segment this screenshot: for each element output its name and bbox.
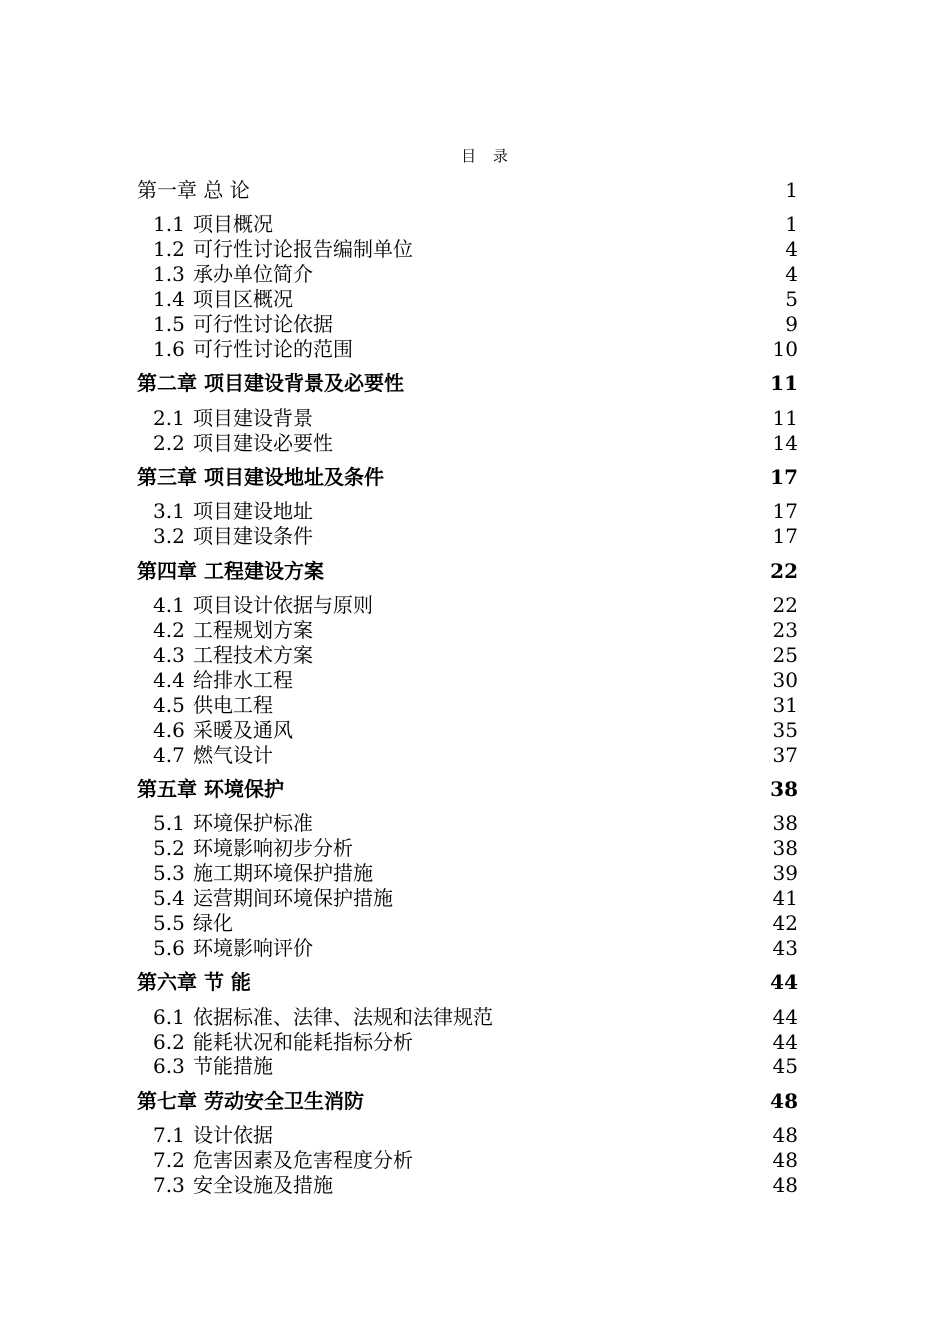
- toc-section-entry[interactable]: [0, 860, 950, 886]
- section-number: 1.1: [153, 212, 185, 237]
- page-number: 4: [785, 237, 798, 262]
- toc-entry-label: [153, 430, 333, 456]
- toc-entry-label: [153, 1172, 333, 1198]
- page-number: 9: [785, 312, 798, 336]
- page-number: 48: [772, 1123, 798, 1148]
- toc-section-entry[interactable]: [0, 405, 950, 431]
- toc-section-entry[interactable]: [0, 717, 950, 743]
- toc-entry-label: [153, 286, 293, 312]
- section-title: 项目建设背景: [193, 405, 313, 430]
- page-number: 31: [772, 692, 798, 717]
- toc-section-entry[interactable]: [0, 592, 950, 618]
- section-title: 承办单位简介: [193, 262, 313, 287]
- toc-entry-label: [153, 523, 313, 549]
- section-number: 2.2: [153, 430, 185, 455]
- toc-entry-label: [153, 1122, 273, 1148]
- toc-section-entry[interactable]: [0, 1122, 950, 1148]
- page-number: 41: [772, 886, 798, 910]
- page-number: 43: [772, 935, 798, 960]
- toc-section-entry[interactable]: [0, 910, 950, 936]
- section-number: 5.3: [153, 861, 185, 886]
- page-number: 17: [772, 499, 798, 524]
- page-number: 38: [772, 811, 798, 836]
- page-number: 5: [785, 287, 798, 312]
- section-title: 可行性讨论报告编制单位: [193, 237, 413, 262]
- toc-entry-label: [153, 311, 333, 337]
- section-title: 项目概况: [193, 212, 273, 237]
- toc-chapter-entry[interactable]: [0, 969, 950, 995]
- toc-entry-label: [153, 617, 313, 643]
- section-title: 危害因素及危害程度分析: [193, 1148, 413, 1173]
- section-number: 1.6: [153, 336, 185, 361]
- toc-section-entry[interactable]: [0, 211, 950, 237]
- page-number: 37: [772, 742, 798, 767]
- toc-chapter-entry[interactable]: [0, 776, 950, 802]
- toc-entry-label: [153, 935, 313, 961]
- section-number: 1.4: [153, 287, 185, 312]
- page-number: 4: [785, 262, 798, 287]
- section-number: 7.2: [153, 1148, 185, 1173]
- page-number: 44: [772, 1004, 798, 1029]
- toc-section-entry[interactable]: [0, 835, 950, 861]
- page-number: 25: [772, 642, 798, 667]
- toc-section-entry[interactable]: [0, 642, 950, 668]
- section-title: 项目建设条件: [193, 524, 313, 549]
- toc-section-entry[interactable]: [0, 617, 950, 643]
- page-number: 10: [772, 336, 798, 361]
- section-title: 能耗状况和能耗指标分析: [193, 1029, 413, 1054]
- page-number: 38: [770, 776, 798, 801]
- section-number: 4.2: [153, 618, 185, 642]
- toc-entry-label: 第四章 工程建设方案: [137, 558, 324, 583]
- toc-section-entry[interactable]: [0, 311, 950, 337]
- section-number: 5.6: [153, 935, 185, 960]
- section-title: 采暖及通风: [193, 717, 293, 742]
- toc-chapter-entry[interactable]: [0, 370, 950, 396]
- page-number: 1: [785, 178, 798, 202]
- section-title: 项目区概况: [193, 287, 293, 312]
- toc-entry-label: [153, 1147, 413, 1173]
- toc-entry-label: [153, 717, 293, 743]
- toc-entry-label: [153, 810, 313, 836]
- toc-entry-label: 第三章 项目建设地址及条件: [137, 465, 384, 489]
- page-number: 42: [772, 910, 798, 935]
- page-number: 1: [785, 212, 798, 237]
- section-number: 4.6: [153, 717, 185, 742]
- section-number: 5.2: [153, 836, 185, 861]
- section-title: 绿化: [193, 910, 233, 935]
- toc-entry-label: [153, 742, 273, 768]
- toc-section-entry[interactable]: [0, 1147, 950, 1173]
- toc-section-entry[interactable]: [0, 1029, 950, 1055]
- toc-entry-label: [153, 498, 313, 524]
- toc-section-entry[interactable]: [0, 336, 950, 362]
- page-number: 30: [772, 667, 798, 692]
- toc-section-entry[interactable]: [0, 1053, 950, 1079]
- toc-section-entry[interactable]: [0, 885, 950, 911]
- section-title: 施工期环境保护措施: [193, 861, 373, 886]
- section-number: 4.1: [153, 593, 185, 618]
- page-number: 17: [772, 524, 798, 549]
- toc-entry-label: [153, 692, 273, 718]
- page-number: 22: [770, 558, 798, 583]
- toc-entry-label: [153, 1004, 493, 1030]
- section-title: 可行性讨论的范围: [193, 336, 353, 361]
- toc-section-entry[interactable]: [0, 286, 950, 312]
- section-title: 依据标准、法律、法规和法律规范: [193, 1004, 493, 1029]
- section-title: 项目建设地址: [193, 499, 313, 524]
- page-number: 44: [772, 1029, 798, 1054]
- toc-section-entry[interactable]: [0, 742, 950, 768]
- section-title: 供电工程: [193, 692, 273, 717]
- section-title: 环境影响评价: [193, 935, 313, 960]
- section-number: 5.5: [153, 910, 185, 935]
- section-number: 1.2: [153, 237, 185, 262]
- toc-entry-label: [153, 236, 413, 262]
- page-number: 48: [772, 1173, 798, 1197]
- toc-entry-label: [153, 1029, 413, 1055]
- toc-entry-label: [153, 211, 273, 237]
- toc-entry-label: 第六章 节 能: [137, 970, 251, 995]
- page-number: 48: [770, 1088, 798, 1113]
- page-number: 17: [770, 465, 798, 489]
- toc-entry-label: [153, 642, 313, 668]
- toc-entry-label: [153, 261, 313, 287]
- toc-section-entry[interactable]: [0, 1004, 950, 1030]
- page-number: 11: [772, 405, 798, 430]
- page-number: 14: [772, 430, 798, 455]
- toc-entry-label: [153, 405, 313, 431]
- section-title: 燃气设计: [193, 742, 273, 767]
- section-title: 工程规划方案: [193, 618, 313, 642]
- section-title: 工程技术方案: [193, 642, 313, 667]
- section-title: 项目建设必要性: [193, 430, 333, 455]
- section-number: 1.3: [153, 262, 185, 287]
- section-number: 6.3: [153, 1054, 185, 1079]
- toc-entry-label: [153, 910, 233, 936]
- toc-entry-label: [153, 860, 373, 886]
- toc-section-entry[interactable]: [0, 236, 950, 262]
- toc-section-entry[interactable]: [0, 935, 950, 961]
- section-number: 2.1: [153, 405, 185, 430]
- section-number: 4.5: [153, 692, 185, 717]
- page-number: 44: [770, 970, 798, 995]
- toc-section-entry[interactable]: [0, 430, 950, 456]
- section-title: 节能措施: [193, 1054, 273, 1079]
- toc-entry-label: 第五章 环境保护: [137, 776, 284, 801]
- section-number: 1.5: [153, 312, 185, 336]
- page-number: 48: [772, 1148, 798, 1173]
- section-title: 环境影响初步分析: [193, 836, 353, 861]
- section-number: 5.1: [153, 811, 185, 836]
- toc-section-entry[interactable]: [0, 810, 950, 836]
- toc-entry-label: [153, 336, 353, 362]
- section-number: 6.2: [153, 1029, 185, 1054]
- toc-chapter-entry[interactable]: [0, 1088, 950, 1114]
- page-number: 38: [772, 836, 798, 861]
- section-number: 4.7: [153, 742, 185, 767]
- toc-entry-label: 第二章 项目建设背景及必要性: [137, 371, 404, 396]
- section-title: 可行性讨论依据: [193, 312, 333, 336]
- section-title: 安全设施及措施: [193, 1173, 333, 1197]
- section-title: 运营期间环境保护措施: [193, 886, 393, 910]
- toc-entry-label: [153, 835, 353, 861]
- toc-chapter-entry[interactable]: [0, 558, 950, 584]
- section-title: 项目设计依据与原则: [193, 593, 373, 618]
- page-number: 11: [770, 371, 798, 396]
- toc-entry-label: 第七章 劳动安全卫生消防: [137, 1088, 364, 1113]
- page-number: 45: [772, 1054, 798, 1079]
- page-number: 35: [772, 717, 798, 742]
- section-number: 7.3: [153, 1173, 185, 1197]
- section-title: 给排水工程: [193, 667, 293, 692]
- toc-entry-label: 第一章 总 论: [137, 178, 250, 202]
- toc-entry-label: [153, 1053, 273, 1079]
- page-number: 39: [772, 861, 798, 886]
- page-number: 23: [772, 618, 798, 642]
- section-number: 4.4: [153, 667, 185, 692]
- section-number: 4.3: [153, 642, 185, 667]
- section-number: 3.2: [153, 524, 185, 549]
- section-number: 5.4: [153, 886, 185, 910]
- toc-section-entry[interactable]: [0, 523, 950, 549]
- toc-entry-label: [153, 592, 373, 618]
- toc-section-entry[interactable]: [0, 667, 950, 693]
- section-title: 环境保护标准: [193, 811, 313, 836]
- section-number: 3.1: [153, 499, 185, 524]
- toc-section-entry[interactable]: [0, 261, 950, 287]
- section-number: 6.1: [153, 1004, 185, 1029]
- section-number: 7.1: [153, 1123, 185, 1148]
- toc-entry-label: [153, 667, 293, 693]
- toc-section-entry[interactable]: [0, 498, 950, 524]
- toc-section-entry[interactable]: [0, 692, 950, 718]
- toc-chapter-entry[interactable]: [0, 464, 950, 490]
- toc-chapter-entry[interactable]: [0, 177, 950, 203]
- toc-entry-label: [153, 885, 393, 911]
- toc-section-entry[interactable]: [0, 1172, 950, 1198]
- page-number: 22: [772, 593, 798, 618]
- section-title: 设计依据: [193, 1123, 273, 1148]
- toc-title: 目 录: [461, 147, 514, 165]
